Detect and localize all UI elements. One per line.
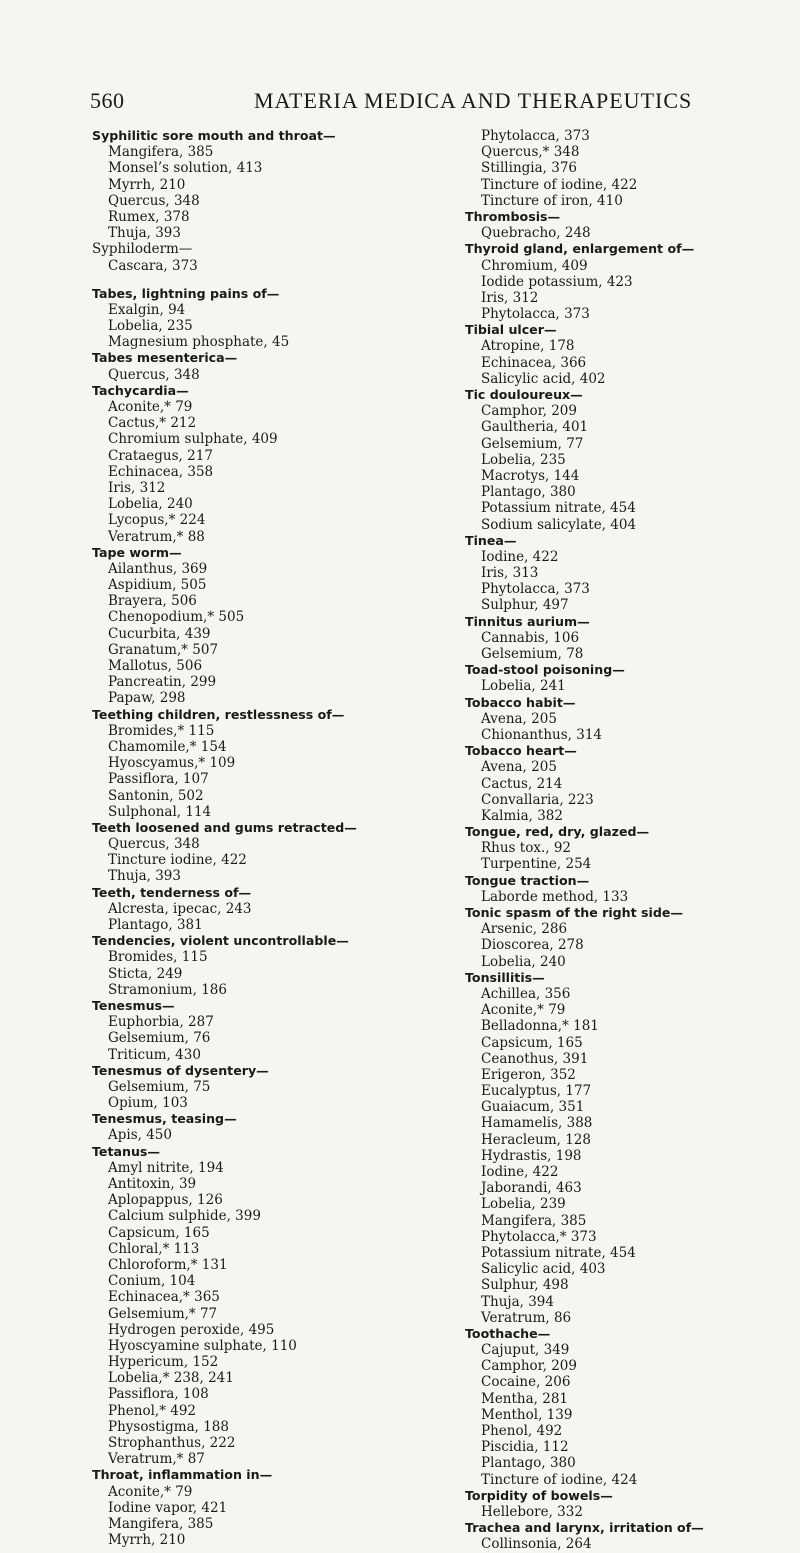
index-entry: Phytolacca, 373 bbox=[481, 128, 590, 144]
index-heading: Tongue traction— bbox=[465, 872, 590, 888]
index-entry: Cannabis, 106 bbox=[481, 629, 580, 646]
index-heading: Tenesmus— bbox=[92, 997, 175, 1013]
index-entry: Sulphonal, 114 bbox=[108, 803, 212, 820]
index-entry: Papaw, 298 bbox=[108, 690, 186, 707]
index-heading: Tendencies, violent uncontrollable— bbox=[92, 933, 349, 949]
index-entry: Hydrogen peroxide, 495 bbox=[108, 1321, 275, 1338]
index-entry: Chionanthus, 314 bbox=[481, 726, 602, 743]
index-heading: Teeth, tenderness of— bbox=[92, 884, 252, 900]
index-heading: Tenesmus of dysentery— bbox=[92, 1062, 269, 1078]
index-column-left bbox=[92, 128, 422, 1548]
index-entry: Camphor, 209 bbox=[481, 1358, 577, 1375]
index-entry: Kalmia, 382 bbox=[481, 807, 563, 824]
index-entry: Mangifera, 385 bbox=[108, 144, 214, 161]
index-entry: Echinacea, 366 bbox=[481, 354, 587, 371]
index-entry: Quebracho, 248 bbox=[481, 225, 591, 242]
index-entry: Conium, 104 bbox=[108, 1273, 196, 1290]
index-heading: Thrombosis— bbox=[465, 208, 561, 224]
index-entry: Ailanthus, 369 bbox=[108, 560, 208, 577]
index-entry: Santonin, 502 bbox=[108, 787, 204, 804]
index-entry: Gelsemium, 75 bbox=[108, 1078, 211, 1095]
index-entry: Hyoscyamine sulphate, 110 bbox=[108, 1337, 297, 1354]
index-entry: Tincture iodine, 422 bbox=[108, 852, 247, 869]
index-heading: Toothache— bbox=[465, 1325, 551, 1341]
index-entry: Hamamelis, 388 bbox=[481, 1115, 593, 1132]
index-entry: Veratrum,* 87 bbox=[108, 1451, 205, 1468]
index-entry: Chromium sulphate, 409 bbox=[108, 431, 278, 448]
index-entry: Strophanthus, 222 bbox=[108, 1435, 236, 1451]
index-entry: Piscidia, 112 bbox=[481, 1439, 569, 1456]
index-entry: Myrrh, 210 bbox=[108, 1532, 186, 1549]
index-entry: Chloral,* 113 bbox=[108, 1240, 200, 1257]
index-entry: Arsenic, 286 bbox=[481, 921, 568, 938]
index-entry: Alcresta, ipecac, 243 bbox=[108, 900, 252, 917]
index-entry: Salicylic acid, 402 bbox=[481, 370, 606, 387]
index-entry: Quercus, 348 bbox=[108, 192, 200, 209]
index-entry: Bromides,* 115 bbox=[108, 722, 215, 739]
index-entry: Mentha, 281 bbox=[481, 1390, 569, 1407]
index-entry: Tincture of iodine, 422 bbox=[481, 176, 638, 193]
index-entry: Aplopappus, 126 bbox=[108, 1192, 223, 1209]
index-entry: Sticta, 249 bbox=[108, 965, 183, 982]
index-heading: Tachycardia— bbox=[92, 382, 189, 398]
index-entry: Hypericum, 152 bbox=[108, 1354, 219, 1371]
index-entry: Lobelia, 235 bbox=[108, 318, 193, 335]
index-heading: Toad-stool poisoning— bbox=[465, 662, 625, 678]
index-heading: Trachea and larynx, irritation of— bbox=[465, 1520, 704, 1536]
index-entry: Antitoxin, 39 bbox=[108, 1176, 197, 1192]
index-entry: Jaborandi, 463 bbox=[481, 1180, 582, 1197]
index-entry: Iodine, 422 bbox=[481, 548, 559, 565]
index-entry: Laborde method, 133 bbox=[481, 888, 629, 905]
index-entry: Achillea, 356 bbox=[481, 985, 571, 1002]
index-entry: Collinsonia, 264 bbox=[481, 1536, 592, 1553]
index-entry: Chromium, 409 bbox=[481, 257, 588, 274]
index-entry: Lycopus,* 224 bbox=[108, 512, 206, 529]
index-heading: Tabes, lightning pains of— bbox=[92, 285, 280, 301]
index-heading: Tic douloureux— bbox=[465, 387, 583, 402]
index-entry: Granatum,* 507 bbox=[108, 641, 219, 658]
page-header bbox=[0, 88, 800, 118]
index-heading: Syphilitic sore mouth and throat— bbox=[92, 128, 336, 143]
index-entry: Aconite,* 79 bbox=[108, 399, 193, 415]
index-entry: Amyl nitrite, 194 bbox=[108, 1159, 224, 1176]
index-heading: Tibial ulcer— bbox=[465, 322, 557, 338]
index-heading: Tetanus— bbox=[92, 1143, 160, 1159]
index-entry: Iodine, 422 bbox=[481, 1164, 559, 1180]
index-entry: Macrotys, 144 bbox=[481, 467, 580, 484]
index-entry: Plantago, 381 bbox=[108, 917, 203, 933]
index-entry: Aconite,* 79 bbox=[108, 1483, 193, 1500]
index-entry: Plantago, 380 bbox=[481, 1455, 576, 1472]
index-entry: Lobelia, 240 bbox=[481, 953, 566, 970]
index-entry: Phytolacca, 373 bbox=[481, 306, 590, 323]
index-entry: Cajuput, 349 bbox=[481, 1342, 570, 1359]
index-entry: Dioscorea, 278 bbox=[481, 937, 584, 954]
index-entry: Magnesium phosphate, 45 bbox=[108, 334, 290, 351]
index-entry: Iodide potassium, 423 bbox=[481, 273, 633, 290]
index-entry: Phytolacca, 373 bbox=[481, 581, 590, 598]
index-entry: Calcium sulphide, 399 bbox=[108, 1208, 261, 1225]
index-entry: Potassium nitrate, 454 bbox=[481, 500, 636, 517]
running-title: MATERIA MEDICA AND THERAPEUTICS bbox=[254, 88, 693, 113]
index-entry: Erigeron, 352 bbox=[481, 1066, 576, 1083]
index-entry: Bromides, 115 bbox=[108, 949, 208, 966]
index-entry: Capsicum, 165 bbox=[108, 1224, 210, 1241]
index-entry: Iris, 313 bbox=[481, 565, 539, 582]
index-entry: Potassium nitrate, 454 bbox=[481, 1244, 636, 1261]
index-entry: Quercus, 348 bbox=[108, 366, 200, 383]
index-entry: Atropine, 178 bbox=[481, 338, 575, 355]
index-entry: Hydrastis, 198 bbox=[481, 1147, 582, 1164]
index-entry: Tincture of iron, 410 bbox=[481, 192, 623, 209]
index-entry: Mangifera, 385 bbox=[108, 1515, 214, 1532]
index-entry: Belladonna,* 181 bbox=[481, 1018, 599, 1035]
index-entry: Stillingia, 376 bbox=[481, 160, 577, 177]
index-entry: Camphor, 209 bbox=[481, 403, 577, 420]
page-number: 560 bbox=[90, 88, 125, 113]
index-entry: Tincture of iodine, 424 bbox=[481, 1471, 638, 1488]
index-entry: Stramonium, 186 bbox=[108, 981, 227, 998]
index-heading: Tongue, red, dry, glazed— bbox=[465, 824, 650, 840]
index-entry: Mallotus, 506 bbox=[108, 658, 203, 674]
index-entry: Lobelia,* 238, 241 bbox=[108, 1370, 234, 1387]
index-entry: Opium, 103 bbox=[108, 1095, 188, 1112]
index-spacer bbox=[92, 274, 422, 286]
index-entry: Veratrum,* 88 bbox=[108, 528, 205, 545]
index-entry: Crataegus, 217 bbox=[108, 447, 213, 464]
index-entry: Convallaria, 223 bbox=[481, 791, 594, 808]
index-entry: Gelsemium, 76 bbox=[108, 1030, 211, 1047]
index-entry: Iodine vapor, 421 bbox=[108, 1499, 228, 1516]
index-heading: Torpidity of bowels— bbox=[465, 1487, 613, 1503]
index-entry: Quercus, 348 bbox=[108, 836, 200, 853]
index-entry: Exalgin, 94 bbox=[108, 301, 186, 318]
index-entry: Lobelia, 240 bbox=[108, 496, 193, 513]
index-entry: Cocaine, 206 bbox=[481, 1374, 571, 1391]
index-entry: Veratrum, 86 bbox=[481, 1309, 572, 1326]
index-entry: Euphorbia, 287 bbox=[108, 1014, 214, 1031]
index-entry: Iris, 312 bbox=[108, 479, 166, 496]
index-entry: Lobelia, 235 bbox=[481, 451, 566, 468]
index-entry: Capsicum, 165 bbox=[481, 1034, 583, 1051]
index-entry: Rhus tox., 92 bbox=[481, 840, 571, 857]
index-entry: Gelsemium, 77 bbox=[481, 435, 584, 452]
index-entry: Cucurbita, 439 bbox=[108, 625, 211, 642]
index-heading: Teething children, restlessness of— bbox=[92, 706, 345, 722]
index-entry: Chloroform,* 131 bbox=[108, 1256, 228, 1273]
index-entry: Sodium salicylate, 404 bbox=[481, 516, 637, 533]
index-entry: Physostigma, 188 bbox=[108, 1418, 229, 1435]
index-column-right bbox=[465, 128, 795, 1553]
index-entry: Eucalyptus, 177 bbox=[481, 1083, 592, 1100]
index-entry: Passiflora, 108 bbox=[108, 1386, 209, 1403]
index-entry: Sulphur, 497 bbox=[481, 597, 569, 614]
index-entry: Rumex, 378 bbox=[108, 208, 190, 225]
index-heading: Throat, inflammation in— bbox=[92, 1467, 273, 1483]
index-entry: Sulphur, 498 bbox=[481, 1277, 569, 1294]
index-entry: Triticum, 430 bbox=[108, 1046, 201, 1063]
index-entry: Cactus, 214 bbox=[481, 775, 563, 792]
index-entry: Gelsemium,* 77 bbox=[108, 1305, 218, 1322]
index-heading: Tobacco habit— bbox=[465, 694, 576, 710]
index-entry: Gaultheria, 401 bbox=[481, 419, 589, 436]
index-entry: Thuja, 393 bbox=[108, 225, 181, 242]
index-entry: Ceanothus, 391 bbox=[481, 1050, 589, 1067]
index-entry: Phenol,* 492 bbox=[108, 1402, 197, 1419]
index-entry: Passiflora, 107 bbox=[108, 771, 209, 788]
index-entry: Salicylic acid, 403 bbox=[481, 1261, 606, 1278]
index-entry: Monsel’s solution, 413 bbox=[108, 160, 263, 177]
index-heading: Tonic spasm of the right side— bbox=[465, 905, 684, 920]
index-entry: Plantago, 380 bbox=[481, 484, 576, 501]
index-entry: Echinacea,* 365 bbox=[108, 1289, 220, 1306]
index-entry: Gelsemium, 78 bbox=[481, 646, 584, 662]
index-entry: Phenol, 492 bbox=[481, 1423, 563, 1439]
index-entry: Hellebore, 332 bbox=[481, 1503, 583, 1520]
index-heading: Thyroid gland, enlargement of— bbox=[465, 241, 695, 257]
index-entry: Lobelia, 239 bbox=[481, 1196, 566, 1213]
index-entry: Hyoscyamus,* 109 bbox=[108, 755, 236, 772]
index-entry: Aconite,* 79 bbox=[481, 1002, 566, 1019]
index-entry: Lobelia, 241 bbox=[481, 678, 566, 695]
index-entry: Iris, 312 bbox=[481, 289, 539, 306]
index-heading: Tabes mesenterica— bbox=[92, 350, 238, 366]
index-heading: Tonsillitis— bbox=[465, 969, 545, 985]
index-entry: Menthol, 139 bbox=[481, 1406, 573, 1423]
index-entry: Pancreatin, 299 bbox=[108, 674, 217, 691]
index-entry: Cactus,* 212 bbox=[108, 415, 197, 432]
index-entry: Brayera, 506 bbox=[108, 593, 197, 610]
index-entry: Chenopodium,* 505 bbox=[108, 609, 245, 626]
index-entry: Heracleum, 128 bbox=[481, 1131, 591, 1148]
index-heading: Teeth loosened and gums retracted— bbox=[92, 819, 357, 835]
index-entry: Aspidium, 505 bbox=[108, 577, 207, 594]
index-entry: Avena, 205 bbox=[481, 759, 557, 776]
index-heading: Tinea— bbox=[465, 532, 517, 548]
index-entry: Thuja, 394 bbox=[481, 1293, 554, 1310]
index-heading: Tobacco heart— bbox=[465, 743, 577, 759]
index-heading: Tinnitus aurium— bbox=[465, 613, 590, 629]
index-entry: Phytolacca,* 373 bbox=[481, 1228, 597, 1245]
index-entry: Avena, 205 bbox=[481, 710, 557, 727]
index-entry: Apis, 450 bbox=[108, 1127, 172, 1144]
index-entry: Chamomile,* 154 bbox=[108, 738, 227, 755]
index-entry: Turpentine, 254 bbox=[481, 856, 592, 873]
index-entry: Thuja, 393 bbox=[108, 868, 181, 885]
index-heading: Syphiloderm— bbox=[92, 241, 193, 258]
index-heading: Tenesmus, teasing— bbox=[92, 1111, 237, 1127]
index-entry: Guaiacum, 351 bbox=[481, 1099, 585, 1116]
index-entry: Mangifera, 385 bbox=[481, 1212, 587, 1229]
index-entry: Echinacea, 358 bbox=[108, 463, 214, 480]
index-heading: Tape worm— bbox=[92, 544, 182, 560]
index-entry: Quercus,* 348 bbox=[481, 144, 580, 161]
index-entry: Cascara, 373 bbox=[108, 257, 198, 274]
index-entry: Myrrh, 210 bbox=[108, 176, 186, 193]
